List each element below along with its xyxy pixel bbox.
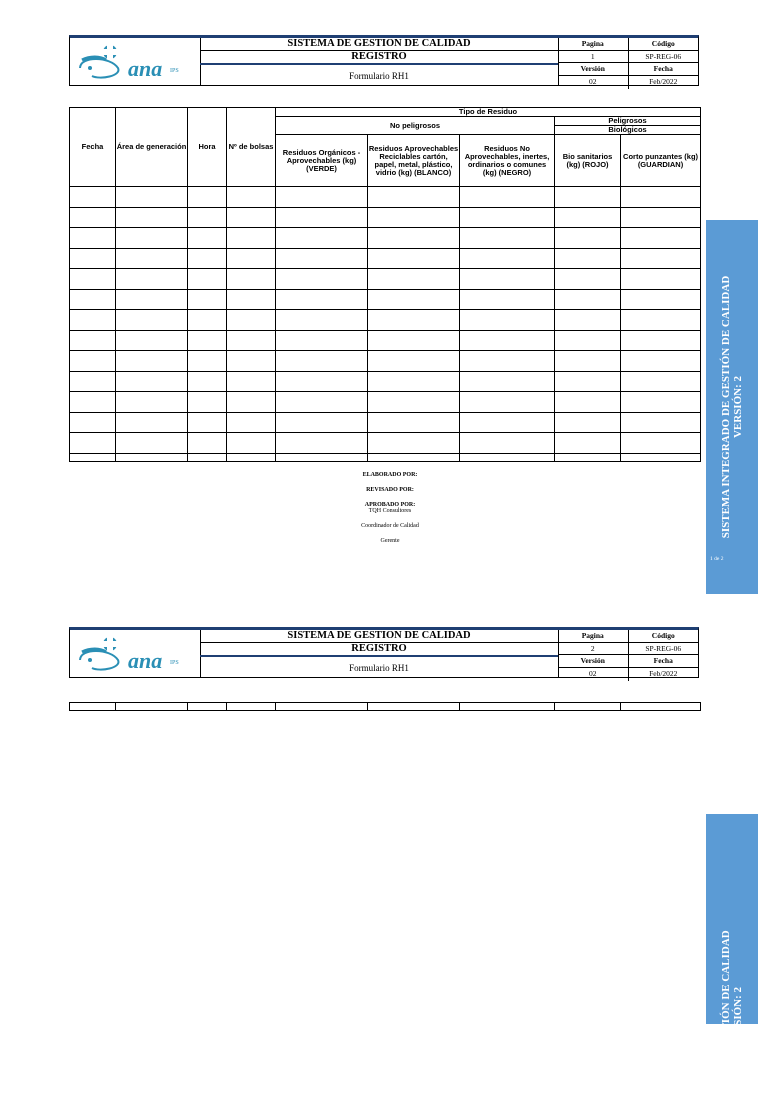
table-cell	[276, 207, 368, 228]
table-cell	[116, 371, 188, 392]
table-cell	[621, 289, 701, 310]
table-cell	[70, 187, 116, 208]
table-cell	[116, 248, 188, 269]
table-cell	[70, 310, 116, 331]
table-cell	[70, 371, 116, 392]
table-cell	[368, 248, 460, 269]
codigo-label: Código	[651, 631, 675, 640]
table-row	[70, 453, 701, 461]
document-header-page2	[69, 627, 699, 678]
table-cell	[368, 269, 460, 290]
table-cell	[460, 269, 555, 290]
table-cell	[227, 351, 276, 372]
table-cell	[70, 248, 116, 269]
waste-register-table-page2	[69, 702, 701, 711]
table-cell	[227, 433, 276, 454]
waste-register-table	[69, 107, 701, 462]
table-cell	[227, 269, 276, 290]
table-cell	[188, 392, 227, 413]
table-cell	[188, 330, 227, 351]
table-cell	[460, 248, 555, 269]
table-cell	[276, 269, 368, 290]
table-cell	[368, 412, 460, 433]
table-cell	[555, 392, 621, 413]
table-cell	[188, 289, 227, 310]
codigo-value: SP-REG-06	[645, 51, 682, 61]
col-bio-sanitarios: Bio sanitarios (kg) (ROJO)	[555, 135, 621, 187]
table-cell	[70, 453, 116, 461]
table-cell	[555, 207, 621, 228]
table-cell	[621, 187, 701, 208]
no-peligrosos-header: No peligrosos	[276, 117, 555, 135]
table-cell	[621, 351, 701, 372]
table-cell	[70, 228, 116, 249]
table-cell	[116, 392, 188, 413]
table-row	[70, 207, 701, 228]
table-cell	[116, 207, 188, 228]
table-cell	[555, 269, 621, 290]
table-cell	[70, 351, 116, 372]
table-row	[70, 310, 701, 331]
table-cell	[460, 310, 555, 331]
table-cell	[555, 248, 621, 269]
table-cell	[116, 433, 188, 454]
table-cell	[116, 330, 188, 351]
table-cell	[368, 453, 460, 461]
table-cell	[227, 371, 276, 392]
codigo-value: SP-REG-06	[645, 643, 682, 653]
fecha-label: Fecha	[653, 656, 673, 665]
table-cell	[621, 207, 701, 228]
table-cell	[276, 351, 368, 372]
table-cell	[460, 433, 555, 454]
table-cell	[621, 412, 701, 433]
registro-title: REGISTRO	[200, 51, 558, 65]
tipo-residuo-header: Tipo de Residuo	[276, 108, 701, 117]
table-cell	[70, 433, 116, 454]
table-cell	[555, 433, 621, 454]
table-cell	[70, 289, 116, 310]
table-cell	[368, 433, 460, 454]
table-cell	[188, 371, 227, 392]
col-organicos: Residuos Orgánicos - Aprovechables (kg) (VERDE)	[276, 135, 368, 187]
system-title: SISTEMA DE GESTION DE CALIDAD	[200, 630, 558, 643]
table-cell	[621, 228, 701, 249]
table-cell	[555, 228, 621, 249]
table-cell	[555, 330, 621, 351]
table-cell	[621, 269, 701, 290]
form-name: Formulario RH1	[349, 71, 409, 81]
table-cell	[276, 412, 368, 433]
table-cell	[460, 371, 555, 392]
sana-logo	[70, 630, 201, 677]
table-row	[70, 330, 701, 351]
table-cell	[555, 310, 621, 331]
table-cell	[460, 351, 555, 372]
col-hora: Hora	[188, 108, 227, 187]
table-cell	[70, 207, 116, 228]
fecha-label: Fecha	[653, 64, 673, 73]
table-cell	[460, 330, 555, 351]
registro-title: REGISTRO	[200, 643, 558, 657]
version-label: Versión	[558, 63, 629, 75]
logo-text: ana	[128, 56, 163, 81]
table-cell	[116, 453, 188, 461]
table-cell	[116, 412, 188, 433]
table-cell	[621, 392, 701, 413]
table-cell	[276, 453, 368, 461]
table-cell	[227, 310, 276, 331]
table-cell	[368, 289, 460, 310]
table-cell	[368, 228, 460, 249]
version-value: 02	[558, 76, 629, 89]
gerente-text: Gerente	[380, 538, 400, 544]
table-cell	[116, 351, 188, 372]
table-cell	[555, 371, 621, 392]
sana-logo	[70, 38, 201, 85]
table-cell	[276, 228, 368, 249]
sidebar-page-of: 1 de 2	[710, 556, 724, 562]
elaborado-label: ELABORADO POR:	[362, 472, 418, 478]
table-cell	[368, 330, 460, 351]
table-cell	[555, 351, 621, 372]
table-cell	[460, 207, 555, 228]
table-cell	[227, 412, 276, 433]
signature-block	[290, 472, 490, 544]
form-name: Formulario RH1	[349, 663, 409, 673]
table-cell	[227, 453, 276, 461]
table-cell	[188, 453, 227, 461]
col-corto-punzantes: Corto punzantes (kg) (GUARDIAN)	[621, 135, 701, 187]
quality-system-sidebar	[706, 220, 758, 594]
table-cell	[368, 207, 460, 228]
sidebar-vertical-text: RADO DE GESTIÓN DE CALIDAD VERSIÓN: 2	[720, 930, 744, 1106]
version-value: 02	[558, 668, 629, 681]
table-row	[70, 412, 701, 433]
table-cell	[460, 187, 555, 208]
sidebar-vertical-text: SISTEMA INTEGRADO DE GESTIÓN DE CALIDAD VERSIÓN: 2	[720, 275, 744, 539]
table-cell	[555, 412, 621, 433]
table-row	[70, 228, 701, 249]
page-number: 2	[558, 643, 629, 655]
table-cell	[368, 310, 460, 331]
table-cell	[555, 187, 621, 208]
pagina-label: Pagina	[558, 38, 629, 50]
table-cell	[188, 310, 227, 331]
table-cell	[276, 433, 368, 454]
table-cell	[276, 310, 368, 331]
table-cell	[621, 371, 701, 392]
col-reciclables: Residuos Aprovechables Reciclables cartón, papel, metal, plástico, vidrio (kg) (BLANCO)	[368, 135, 460, 187]
table-row	[70, 248, 701, 269]
table-cell	[227, 187, 276, 208]
table-cell	[368, 371, 460, 392]
table-cell	[116, 289, 188, 310]
table-cell	[368, 351, 460, 372]
table-cell	[188, 187, 227, 208]
table-cell	[276, 392, 368, 413]
table-cell	[227, 330, 276, 351]
table-cell	[368, 187, 460, 208]
table-cell	[188, 412, 227, 433]
table-cell	[227, 289, 276, 310]
table-cell	[460, 392, 555, 413]
table-row	[70, 371, 701, 392]
table-cell	[621, 330, 701, 351]
table-cell	[227, 228, 276, 249]
table-cell	[227, 248, 276, 269]
table-cell	[116, 228, 188, 249]
pagina-label: Pagina	[558, 630, 629, 642]
table-cell	[621, 433, 701, 454]
col-no-aprovechables: Residuos No Aprovechables, inertes, ordinarios o comunes (kg) (NEGRO)	[460, 135, 555, 187]
system-title: SISTEMA DE GESTION DE CALIDAD	[200, 38, 558, 51]
table-cell	[116, 187, 188, 208]
table-cell	[276, 371, 368, 392]
table-row	[70, 351, 701, 372]
table-cell	[276, 330, 368, 351]
coordinador-text: Coordinador de Calidad	[361, 523, 419, 529]
codigo-label: Código	[651, 39, 675, 48]
consultores-text: TQH Consultores	[368, 508, 412, 514]
table-cell	[116, 310, 188, 331]
table-row	[70, 433, 701, 454]
table-cell	[70, 330, 116, 351]
table-cell	[188, 433, 227, 454]
table-cell	[116, 269, 188, 290]
table-cell	[188, 228, 227, 249]
table-cell	[227, 392, 276, 413]
table-cell	[276, 187, 368, 208]
table-cell	[621, 248, 701, 269]
table-cell	[368, 392, 460, 413]
peligrosos-header: Peligrosos	[555, 117, 701, 126]
table-cell	[460, 289, 555, 310]
table-row	[70, 269, 701, 290]
table-cell	[188, 351, 227, 372]
col-area: Área de generación	[116, 108, 188, 187]
table-row	[70, 289, 701, 310]
table-cell	[276, 248, 368, 269]
logo-sub: IPS	[170, 660, 179, 666]
table-cell	[188, 269, 227, 290]
table-row	[70, 392, 701, 413]
table-cell	[188, 248, 227, 269]
table-cell	[70, 269, 116, 290]
logo-text: ana	[128, 648, 163, 673]
table-cell	[460, 412, 555, 433]
logo-sub: IPS	[170, 68, 179, 74]
table-row	[70, 187, 701, 208]
revisado-label: REVISADO POR:	[366, 487, 414, 493]
document-header	[69, 35, 699, 86]
table-cell	[555, 453, 621, 461]
page-number: 1	[558, 51, 629, 63]
table-cell	[70, 412, 116, 433]
table-cell	[188, 207, 227, 228]
aprobado-label: APROBADO POR:	[364, 502, 416, 508]
table-row	[70, 703, 701, 711]
table-cell	[276, 289, 368, 310]
table-cell	[227, 207, 276, 228]
table-cell	[70, 392, 116, 413]
table-cell	[621, 310, 701, 331]
table-cell	[460, 228, 555, 249]
fecha-value: Feb/2022	[649, 668, 678, 678]
biologicos-header: Biológicos	[555, 126, 701, 135]
table-cell	[460, 453, 555, 461]
table-cell	[555, 289, 621, 310]
col-fecha: Fecha	[70, 108, 116, 187]
col-bolsas: Nº de bolsas	[227, 108, 276, 187]
fecha-value: Feb/2022	[649, 76, 678, 86]
version-label: Versión	[558, 655, 629, 667]
table-cell	[621, 453, 701, 461]
quality-system-sidebar-page2	[706, 814, 758, 1106]
